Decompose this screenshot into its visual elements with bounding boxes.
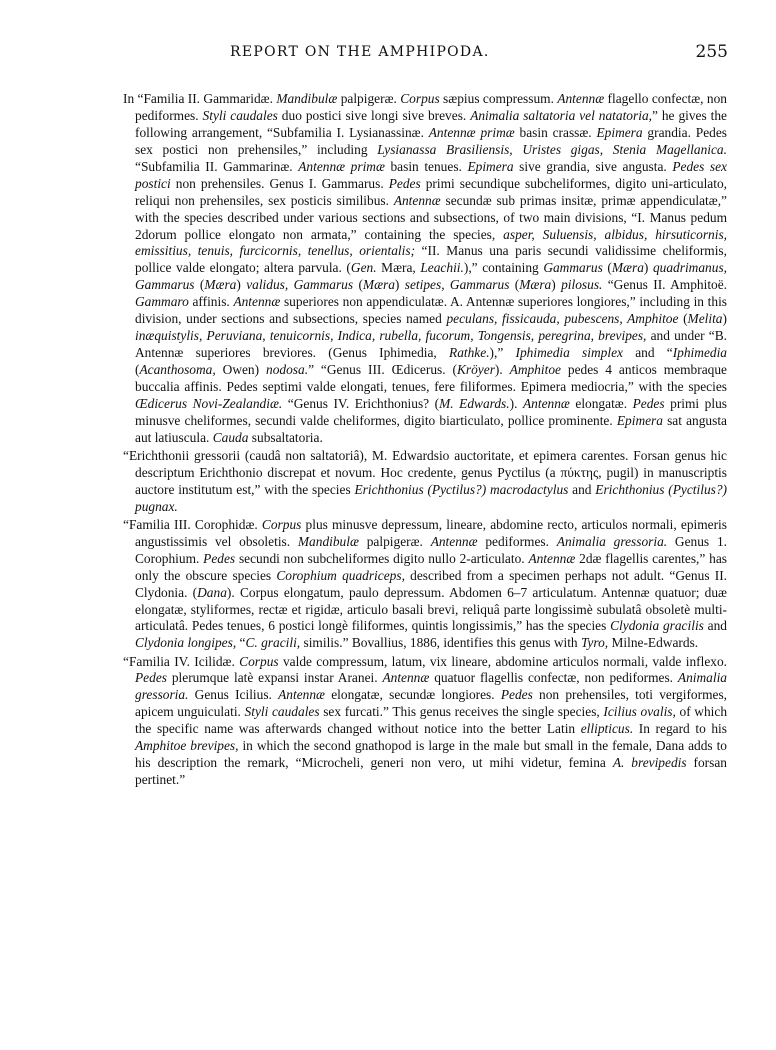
text-run: and (568, 481, 596, 497)
text-run: Gen. (350, 260, 377, 276)
text-run: Melita (687, 311, 723, 327)
text-run: affinis. (188, 294, 234, 310)
text-run: Corpus (400, 91, 440, 106)
text-run: ) (551, 277, 562, 293)
text-run: ) (394, 277, 405, 293)
text-run: ” he gives the following arrangement, “Subfamilia I. Lysianassinæ. (135, 107, 727, 140)
text-run: ) (643, 260, 653, 276)
text-run: Antennæ primæ (428, 124, 515, 140)
text-run: secundæ sub primas insitæ, primæ appendiculatæ,” with the species described under various sections and subsections, of two main divisions, “I. Manus pedum 2dorum pollice elongato non armata,” containing the species, (135, 192, 728, 242)
text-run: Milne-Edwards. (608, 635, 699, 651)
text-run: pilosus. (561, 277, 603, 293)
text-run: Pedes (135, 670, 167, 686)
text-run: ( (135, 362, 140, 377)
text-run: “Erichthonii gressorii (caudâ non saltatoriâ), M. Edwardsio auctoritate, et epimera carentes. Forsan genus hic descriptum Erichthonio discrepat et novum. Hoc credente, genus Pyctilus (a πύκτης, pugil) in manuscriptis auctore institutum est,” with the species (123, 447, 727, 497)
text-run: 2dæ flagellis carentes,” has only the obscure species (135, 550, 727, 583)
text-run: Clydonia longipes, (135, 635, 237, 651)
text-run: Erichthonius (Pyctilus?) pugnax. (135, 481, 728, 514)
text-run: ( (194, 277, 205, 293)
text-run: and under “B. Antennæ superiores breviores. (Genus Iphimedia, (135, 328, 728, 361)
text-run: ),” containing (463, 260, 544, 276)
text-run: Corpus (261, 516, 302, 532)
text-run: Mandibulæ (297, 533, 359, 549)
text-run: “Familia III. Corophidæ. (123, 516, 262, 532)
text-run: “Familia IV. Icilidæ. (123, 653, 240, 669)
text-run: pediformes. (477, 533, 557, 549)
text-run: Antennæ (382, 670, 430, 686)
text-run: Pedes (632, 395, 665, 411)
text-run: primi secundique subcheliformes, digito uni-articulato, reliqui non prehensiles, sex posticis similibus. (135, 175, 727, 208)
text-run: Iphimedia (672, 345, 727, 361)
text-run: elongatæ. (569, 395, 633, 411)
text-run: non prehensiles, toti vergiformes, apicem unguiculati. (135, 687, 727, 720)
paragraph-familia-gammaridae (117, 91, 727, 447)
text-run: inæquistylis, Peruviana, tenuicornis, Indica, rubella, fucorum, Tongensis, peregrina, brevipes, (135, 328, 647, 344)
text-run: ). Corpus elongatum, paulo depressum. Abdomen 6–7 articulatum. Antennæ quatuor; duæ elongatæ, styliformes, rectæ et rigidæ, articulo basali brevi, reliquâ parte longissimè subulatâ obsoletè multi-articulatâ. Pedes tenues, 6 postici longè filiformes, quintis longissimis,” has the species (135, 584, 727, 634)
text-run: ),” (489, 345, 516, 361)
text-run: and “ (622, 345, 673, 361)
text-run: Genus Icilius. (188, 687, 279, 703)
text-run: Owen) (215, 362, 267, 377)
paragraph-familia-icilidae (117, 654, 727, 790)
text-run: Mæra (519, 277, 552, 293)
text-run: Mandibulæ (276, 91, 338, 106)
text-run: forsan pertinet.” (135, 755, 727, 788)
text-run: Mæra (362, 277, 395, 293)
text-run: Antennæ (430, 533, 478, 549)
body-text (117, 91, 727, 790)
running-title: REPORT ON THE AMPHIPODA. (230, 44, 490, 60)
text-run: ). (509, 395, 523, 411)
text-run: Corophium quadriceps, (276, 567, 405, 583)
text-run: grandia. Pedes sex postici non prehensiles,” including (135, 124, 727, 157)
text-run: Amphitoe brevipes, (135, 738, 239, 754)
text-run: peculans, fissicauda, pubescens, Amphitoe (446, 311, 679, 327)
text-run: “Genus IV. Erichthonius? ( (282, 395, 440, 411)
text-run: basin tenues. (384, 158, 468, 174)
text-run: Animalia gressoria. (135, 670, 727, 703)
text-run: ellipticus. (580, 721, 634, 737)
text-run: Pedes (388, 175, 421, 191)
text-run: Iphimedia simplex (515, 345, 623, 361)
text-run: similis.” Bovallius, 1886, identifies this genus with (300, 635, 581, 651)
text-run: Epimera (596, 124, 643, 140)
text-run: sæpius compressum. (439, 91, 558, 106)
text-run: Antennæ (278, 687, 325, 703)
text-run: Pedes sex postici (135, 158, 727, 191)
text-run: A. brevipedis (612, 755, 687, 771)
text-run: In “Familia II. Gammaridæ. (123, 91, 277, 106)
text-run: ( (509, 277, 520, 293)
text-run: basin crassæ. (514, 124, 597, 140)
text-run: in which the second gnathopod is large in the male but small in the female, Dana adds to his description the remark, “Microcheli, generi non vero, ut mihi videtur, femina (135, 738, 727, 771)
page-header (118, 44, 728, 68)
text-run: Gammarus (543, 260, 603, 276)
text-run: plerumque latè expansi instar Aranei. (166, 670, 383, 686)
page-number: 255 (695, 42, 728, 62)
text-run: asper, Suluensis, albidus, hirsuticornis, emissitius, tenuis, furcicornis, tenellus, orientalis; (135, 226, 728, 259)
text-run: plus minusve depressum, lineare, abdomine recto, articulos normali, epimeris angustissimis vel obsoletis. (135, 516, 727, 549)
text-run: Cauda (212, 429, 249, 445)
text-run: Icilius ovalis, (603, 704, 676, 720)
text-run: ( (602, 260, 612, 276)
text-run: flagello confectæ, non pediformes. (135, 91, 727, 123)
text-run: Epimera (467, 158, 514, 174)
text-run: pedes 4 anticos membraque buccalia affinis. Pedes septimi valde elongati, tenues, fere filiformes. Epimera mediocria,” with the species (135, 362, 727, 394)
text-run: Œdicerus Novi-Zealandiæ. (135, 395, 283, 411)
text-run: Mæra (204, 277, 237, 293)
text-run: Pedes (203, 550, 236, 566)
text-run: Antennæ primæ (298, 158, 385, 174)
text-run: palpigeræ. (337, 91, 401, 106)
text-run: sat angusta aut latiuscula. (135, 412, 727, 445)
text-run: Erichthonius (Pyctilus?) macrodactylus (354, 481, 569, 497)
text-run: ( (678, 311, 688, 327)
text-run: “ (236, 635, 246, 651)
text-run: Genus 1. Corophium. (135, 533, 727, 566)
text-run: Leachii. (420, 260, 464, 276)
text-run: setipes, Gammarus (404, 277, 510, 293)
text-run: Animalia saltatoria vel natatoria, (470, 107, 652, 123)
text-run: quadrimanus, Gammarus (135, 260, 727, 293)
text-run: Pedes (500, 687, 533, 703)
text-run: primi plus minusve cheliformes, secundi valde cheliformes, digito biarticulato, pollice prominente. (135, 395, 727, 428)
text-run: non prehensiles. Genus I. Gammarus. (170, 175, 389, 191)
text-run: “Genus II. Amphitoë. (602, 277, 728, 293)
text-run: Antennæ (522, 395, 570, 411)
text-run: Lysianassa Brasiliensis, Uristes gigas, Stenia Magellanica. (377, 141, 727, 157)
text-run: subsaltatoria. (248, 429, 323, 445)
text-run: Epimera (616, 412, 663, 428)
text-run: of which the specific name was afterwards changed without notice into the better Latin (135, 704, 728, 737)
text-run: duo postici sive longi sive breves. (277, 107, 471, 123)
text-run: sive grandia, sive angusta. (513, 158, 673, 174)
text-run: C. gracili, (245, 635, 301, 651)
text-run: palpigeræ. (358, 533, 431, 549)
text-run: Clydonia gracilis (610, 618, 704, 634)
text-run: In regard to his (633, 721, 727, 737)
text-run: “II. Manus una paris secundi validissime cheliformis, pollice valde elongato; altera parvula. ( (135, 243, 727, 276)
text-run: valde compressum, latum, vix lineare, abdomine articulos normali, valde inflexo. (278, 653, 727, 669)
text-run: Animalia gressoria. (556, 533, 668, 549)
text-run: Antennæ (557, 91, 605, 106)
text-run: ). (494, 362, 510, 377)
text-run: Corpus (239, 653, 279, 669)
text-run: ) (236, 277, 247, 293)
text-run: Rathke. (449, 345, 490, 361)
text-run: ” “Genus III. Œdicerus. ( (308, 362, 457, 377)
text-run: validus, Gammarus (246, 277, 354, 293)
text-run: described from a specimen perhaps not adult. “Genus II. Clydonia. ( (135, 567, 728, 600)
text-run: “Subfamilia II. Gammarinæ. (135, 158, 299, 174)
text-run: M. Edwards. (439, 395, 510, 411)
text-run: quatuor flagellis confectæ, non pediformes. (429, 670, 678, 686)
text-run: Mæra, (376, 260, 421, 276)
text-run: Acanthosoma, (139, 362, 216, 377)
text-run: and (703, 618, 727, 634)
text-run: superiores non appendiculatæ. A. Antennæ superiores longiores,” including in this division, under sections and subsections, species named (135, 294, 728, 327)
text-run: Amphitoe (509, 362, 561, 377)
text-run: Tyro, (580, 635, 609, 651)
text-run: Antennæ (233, 294, 281, 310)
text-run: ( (353, 277, 363, 293)
text-run: Mæra (611, 260, 644, 276)
text-run: Styli caudales (244, 704, 320, 720)
text-run: Styli caudales (202, 107, 278, 123)
text-run: secundi non subcheliformes digito nullo 2-articulato. (235, 550, 529, 566)
text-run: nodosa. (266, 362, 309, 377)
text-run: Antennæ (528, 550, 576, 566)
text-run: Kröyer (456, 362, 495, 377)
text-run: ) (722, 311, 727, 327)
text-run: elongatæ, secundæ longiores. (325, 687, 501, 703)
text-run: Gammaro (135, 294, 189, 310)
text-run: sex furcati.” This genus receives the single species, (319, 704, 604, 720)
text-run: Antennæ (393, 192, 441, 208)
text-run: Dana (197, 584, 227, 600)
paragraph-erichthonii (117, 448, 727, 516)
paragraph-familia-corophidae (117, 517, 727, 653)
